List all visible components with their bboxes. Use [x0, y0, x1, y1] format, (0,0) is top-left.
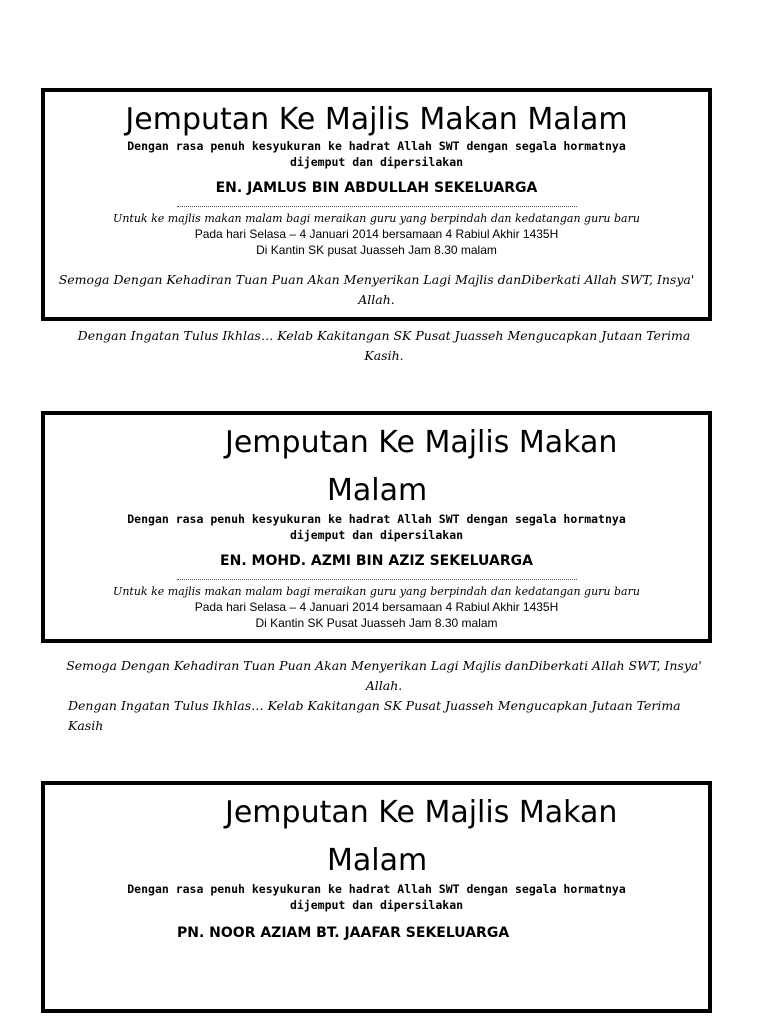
- event-venue: Di Kantin SK Pusat Juasseh Jam 8.30 malam: [255, 616, 498, 630]
- invitation-card-1: [41, 88, 712, 321]
- invitee-name: PN. NOOR AZIAM BT. JAAFAR SEKELUARGA: [177, 925, 510, 941]
- invitation-card-2: [41, 411, 712, 643]
- thanks-text-2: Dengan Ingatan Tulus Ikhlas… Kelab Kakitangan SK Pusat Juasseh Mengucapkan Jutaan Terima Kasih: [68, 698, 681, 733]
- dotted-divider: [177, 206, 577, 207]
- thanks-text-1: Dengan Ingatan Tulus Ikhlas… Kelab Kakitangan SK Pusat Juasseh Mengucapkan Jutaan Terima Kasih.: [77, 328, 691, 363]
- event-purpose: Untuk ke majlis makan malam bagi meraikan guru yang berpindah dan kedatangan guru baru: [113, 585, 640, 598]
- greeting-line-1: Dengan rasa penuh kesyukuran ke hadrat Allah SWT dengan segala hormatnya: [127, 139, 626, 153]
- greeting-line-2: dijemput dan dipersilakan: [289, 528, 464, 542]
- card-title: [45, 415, 708, 508]
- card-title-line-2: Malam: [327, 843, 428, 878]
- greeting-line-1: Dengan rasa penuh kesyukuran ke hadrat Allah SWT dengan segala hormatnya: [127, 882, 626, 896]
- event-date: Pada hari Selasa – 4 Januari 2014 bersamaan 4 Rabiul Akhir 1435H: [194, 227, 559, 241]
- greeting-line-2: dijemput dan dipersilakan: [289, 898, 464, 912]
- card-title-line-2: Malam: [327, 473, 428, 508]
- invitation-card-3: [41, 781, 712, 1013]
- card-title-line-1: Jemputan Ke Majlis Makan: [225, 795, 618, 830]
- card-title-line-1: Jemputan Ke Majlis Makan: [225, 425, 618, 460]
- card-title: Jemputan Ke Majlis Makan Malam: [125, 102, 628, 137]
- closing-text-2: Semoga Dengan Kehadiran Tuan Puan Akan Menyerikan Lagi Majlis danDiberkati Allah SWT, Insya' Allah.: [66, 658, 702, 693]
- invitee-name: EN. JAMLUS BIN ABDULLAH SEKELUARGA: [215, 180, 538, 196]
- greeting-line-1: Dengan rasa penuh kesyukuran ke hadrat Allah SWT dengan segala hormatnya: [127, 512, 626, 526]
- dotted-divider: [177, 579, 577, 580]
- closing-text: Semoga Dengan Kehadiran Tuan Puan Akan Menyerikan Lagi Majlis danDiberkati Allah SWT, Insya' Allah.: [58, 272, 695, 307]
- event-venue: Di Kantin SK pusat Juasseh Jam 8.30 malam: [256, 243, 497, 257]
- greeting-line-2: dijemput dan dipersilakan: [289, 155, 464, 169]
- event-purpose: Untuk ke majlis makan malam bagi meraikan guru yang berpindah dan kedatangan guru baru: [113, 212, 640, 225]
- event-date: Pada hari Selasa – 4 Januari 2014 bersamaan 4 Rabiul Akhir 1435H: [194, 600, 559, 614]
- invitee-name: EN. MOHD. AZMI BIN AZIZ SEKELUARGA: [220, 553, 533, 569]
- card-title: [45, 785, 708, 878]
